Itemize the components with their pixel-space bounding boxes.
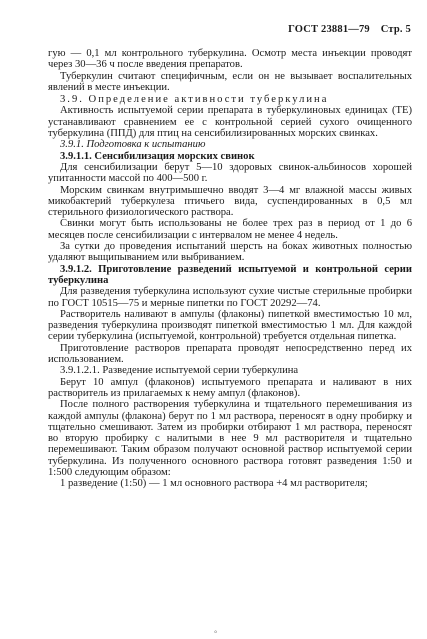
paragraph: Для сенсибилизации берут 5—10 здоровых свинок-альбиносов хорошей упитанности массой по 400—500 г. [48, 161, 412, 185]
document-body [48, 48, 412, 490]
standard-number: ГОСТ 23881—79 [288, 24, 370, 35]
page-number: Стр. 5 [380, 24, 411, 35]
paragraph: Для разведения туберкулина используют сухие чистые стерильные пробирки по ГОСТ 10515—75 и мерные пипетки по ГОСТ 20292—74. [48, 286, 412, 309]
page-header [288, 24, 411, 35]
paragraph: 1 разведение (1:50) — 1 мл основного раствора +4 мл растворителя; [60, 478, 368, 490]
subsection-heading: 3.9.1.1. Сенсибилизация морских свинок [60, 150, 255, 162]
scan-mark: ° [214, 629, 218, 638]
paragraph: Активность испытуемой серии препарата в туберкулиновых единицах (ТЕ) устанавливают сравнением ее с контрольной серией сухого очищенного туберкулина (ППД) для птиц на сенсибилизированных морских свинках. [48, 105, 412, 140]
paragraph: Свинки могут быть использованы не более трех раз в период от 1 до 6 месяцев после сенсибилизации с интервалом не менее 4 недель. [48, 218, 412, 241]
paragraph: гую — 0,1 мл контрольного туберкулина. Осмотр места инъекции проводят через 30—36 ч после введения препаратов. [48, 48, 412, 71]
paragraph: Приготовление растворов препарата проводят непосредственно перед их использованием. [48, 342, 412, 366]
paragraph: Растворитель наливают в ампулы (флаконы) пипеткой вместимостью 10 мл, разведения туберкулина производят пипеткой вместимостью 1 мл. Для каждой серии туберкулина (испытуемой, контрольной) требуется отдельная пипетка. [48, 308, 412, 343]
paragraph: Туберкулин считают специфичным, если он не вызывает воспалительных явлений в месте инъекции. [48, 70, 412, 93]
subsection-heading: 3.9.1.2. Приготовление разведений испытуемой и контрольной серии туберкулина [48, 263, 412, 286]
subsection-heading: 3.9.1. Подготовка к испытанию [60, 139, 206, 151]
section-heading: 3.9. Определение активности туберкулина [60, 94, 329, 106]
subsection-heading: 3.9.1.2.1. Разведение испытуемой серии туберкулина [60, 365, 299, 377]
paragraph: За сутки до проведения испытаний шерсть на боках животных полностью удаляют выщипыванием или выбриванием. [48, 241, 412, 264]
paragraph: Морским свинкам внутримышечно вводят 3—4 мг влажной массы живых микобактерий туберкулеза птичьего вида, суспендированных в 0,5 мл стерильного физиологического раствора. [48, 184, 412, 219]
paragraph: После полного растворения туберкулина и тщательного перемешивания из каждой ампулы (флакона) берут по 1 мл раствора, переносят в одну пробирку и тщательно смешивают. Затем из пробирки отбирают 1 мл раствора, переносят во вторую пробирку с налитыми в нее 9 мл растворителя и тщательно перемешивают. Таким образом получают основной раствор испытуемой серии туберкулина. Из полученного основного раствора готовят разведения 1:50 и 1:500 следующим образом: [48, 399, 412, 478]
paragraph: Берут 10 ампул (флаконов) испытуемого препарата и наливают в них растворитель из прилагаемых к нему ампул (флаконов). [48, 376, 412, 399]
